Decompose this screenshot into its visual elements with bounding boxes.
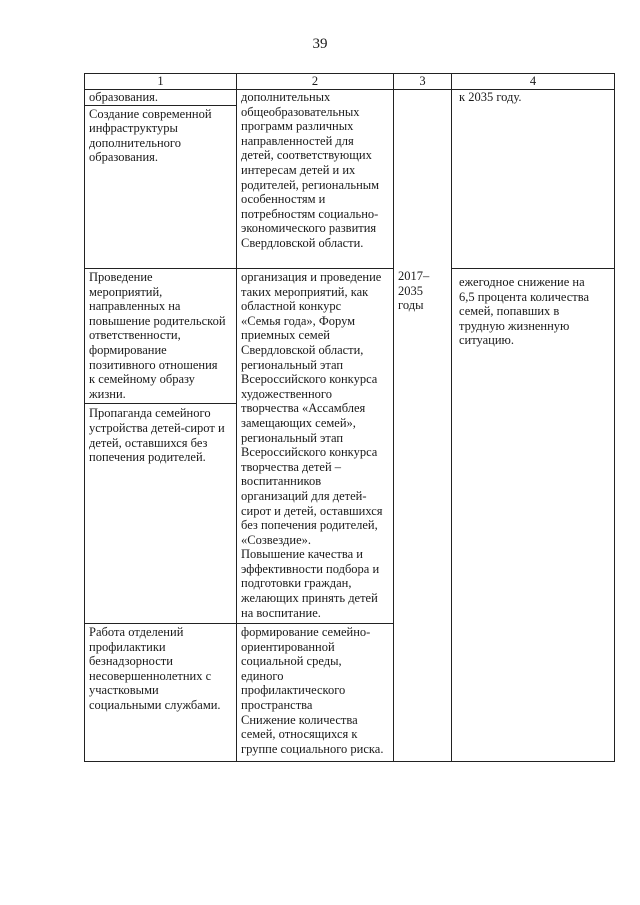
task-cell <box>85 269 237 624</box>
column-header-2: 2 <box>237 74 394 90</box>
activity-cell <box>237 269 394 624</box>
result-cell <box>452 269 615 762</box>
table-row <box>85 269 615 624</box>
task-text: Создание современной инфраструктуры дополнительного образования. <box>85 105 236 165</box>
task-text: Работа отделений профилактики безнадзорности несовершеннолетних с участковыми социальными службами. <box>89 625 221 712</box>
task-text: Проведение мероприятий, направленных на повышение родительской ответственности, формирование позитивного отношения к семейному образу жизни. <box>89 270 226 401</box>
task-cell <box>85 90 237 269</box>
result-cell <box>452 90 615 269</box>
program-table <box>84 73 615 762</box>
task-text: Пропаганда семейного устройства детей-сирот и детей, оставшихся без попечения родителей. <box>85 403 236 464</box>
activity-cell <box>237 90 394 269</box>
column-number-row <box>85 74 615 90</box>
page-number: 39 <box>312 36 328 52</box>
activity-text: дополнительных общеобразовательных программ различных направленностей для детей, соответствующих интересам детей и их родителей, региональным особенностям и потребностям социально- экономического развития Свердловской области. <box>241 90 380 250</box>
table-row <box>85 90 615 269</box>
result-text: ежегодное снижение на 6,5 процента количества семей, попавших в трудную жизненную ситуацию. <box>459 275 590 348</box>
task-cell <box>85 624 237 762</box>
activity-text: формирование семейно- ориентированной социальной среды, единого профилактического пространства Снижение количества семей, относящихся к группе социального риска. <box>241 625 384 756</box>
result-text: к 2035 году. <box>459 90 522 104</box>
column-header-4: 4 <box>452 74 615 90</box>
task-text: образования. <box>89 90 159 104</box>
column-header-1: 1 <box>85 74 237 90</box>
period-text: 2017– 2035 годы <box>398 269 430 313</box>
column-header-3: 3 <box>394 74 452 90</box>
period-cell <box>394 90 452 762</box>
activity-text: организация и проведение таких мероприятий, как областной конкурс «Семья года», Форум приемных семей Свердловской области, региональный этап Всероссийского конкурса художественного творчества «Ассамблея замещающих семей», региональный этап Всероссийского конкурса творчества детей – воспитанников организаций для детей- сирот и детей, оставшихся без попечения родителей, «Созвездие». Повышение качества и эффективности подбора и подготовки граждан, желающих принять детей на воспитание. <box>241 270 383 620</box>
activity-cell <box>237 624 394 762</box>
